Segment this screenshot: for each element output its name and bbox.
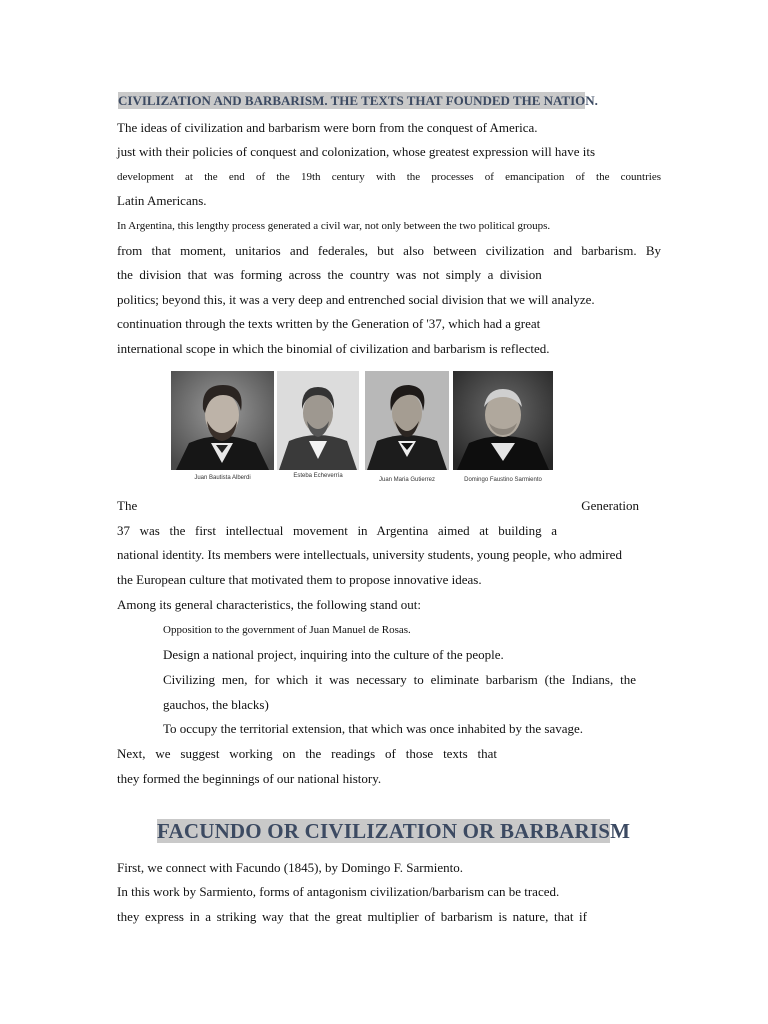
paragraph-line: politics; beyond this, it was a very deep and entrenched social division that we will analyze. [117, 292, 595, 307]
paragraph-line: development at the end of the 19th century with the processes of emancipation of the countries [117, 171, 661, 183]
portrait-gutierrez [365, 371, 449, 483]
list-item-text: Civilizing men, for which it was necessary to eliminate barbarism (the Indians, the [163, 672, 636, 687]
section-heading-facundo [157, 819, 630, 844]
paragraph-line: international scope in which the binomial of civilization and barbarism is reflected. [117, 341, 550, 356]
paragraph-line: Next, we suggest working on the readings of those texts that [117, 746, 497, 761]
paragraph-line: from that moment, unitarios and federales, but also between civilization and barbarism. By [117, 243, 661, 258]
paragraph-line: In this work by Sarmiento, forms of antagonism civilization/barbarism can be traced. [117, 884, 560, 899]
paragraph-line: In Argentina, this lengthy process generated a civil war, not only between the two political groups. [117, 220, 551, 232]
list-item-text: To occupy the territorial extension, that which was once inhabited by the savage. [163, 721, 584, 736]
line-start-word: The [117, 498, 138, 513]
portrait-caption: Domingo Faustino Sarmiento [464, 477, 542, 483]
portrait-caption: Juan Maria Gutierrez [378, 477, 436, 483]
heading-tail: M [610, 819, 631, 843]
paragraph-line: First, we connect with Facundo (1845), by Domingo F. Sarmiento. [117, 860, 463, 875]
paragraph-line: just with their policies of conquest and colonization, whose greatest expression will have its [117, 144, 596, 159]
list-item-continuation: gauchos, the blacks) [163, 697, 269, 712]
paragraph-line: Among its general characteristics, the following stand out: [117, 597, 421, 612]
portraits-image [171, 371, 555, 489]
portrait-caption: Esteba Echeverría [293, 473, 343, 479]
heading-highlight: CIVILIZATION AND BARBARISM. THE TEXTS THAT FOUNDED THE NATIO [118, 93, 586, 108]
list-item-text: Opposition to the government of Juan Manuel de Rosas. [163, 624, 411, 636]
portrait-alberdi [171, 371, 274, 481]
section-heading-civilization [118, 93, 678, 109]
paragraph-line: 37 was the first intellectual movement in Argentina aimed at building a [117, 523, 557, 538]
heading-highlight: FACUNDO OR CIVILIZATION OR BARBARIS [157, 819, 611, 843]
paragraph-line: the European culture that motivated them to propose innovative ideas. [117, 572, 482, 587]
line-end-word: Generation [581, 498, 639, 513]
paragraph-line: they express in a striking way that the great multiplier of barbarism is nature, that if [117, 909, 587, 924]
portrait-caption: Juan Bautista Alberdi [194, 475, 251, 481]
paragraph-line: continuation through the texts written by the Generation of '37, which had a great [117, 316, 541, 331]
portrait-echeverria [277, 371, 359, 479]
paragraph-line: The ideas of civilization and barbarism were born from the conquest of America. [117, 120, 538, 135]
paragraph-line: the division that was forming across the country was not simply a division [117, 267, 542, 282]
list-item-text: Design a national project, inquiring into the culture of the people. [163, 647, 504, 662]
portrait-sarmiento [453, 371, 553, 483]
heading-tail: N. [585, 93, 598, 108]
paragraph-line: they formed the beginnings of our national history. [117, 771, 382, 786]
paragraph-line: Latin Americans. [117, 193, 207, 208]
paragraph-line: national identity. Its members were intellectuals, university students, young people, who admired [117, 547, 622, 562]
paragraph-line [117, 498, 639, 514]
